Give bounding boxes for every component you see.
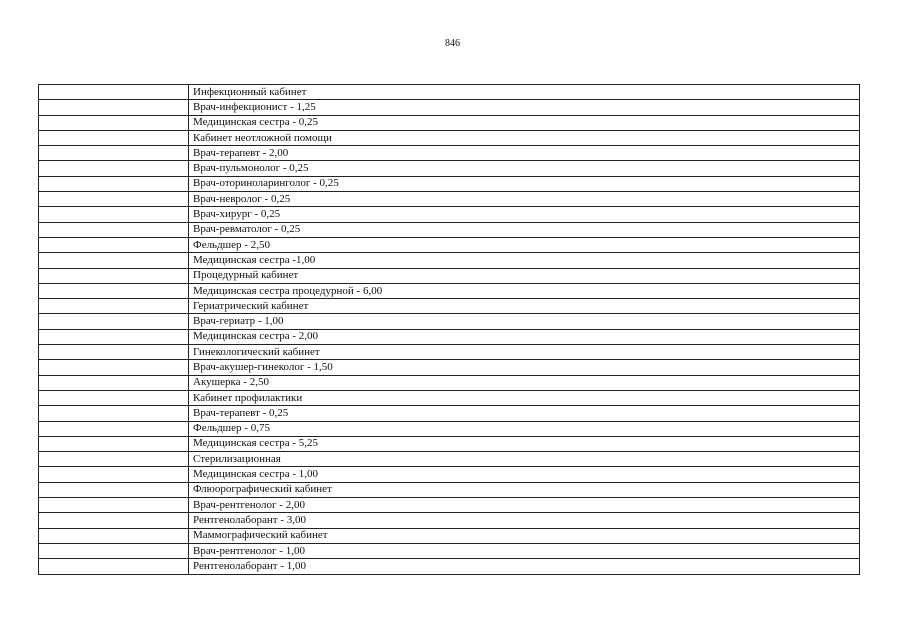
table-row [39,222,860,237]
row-entry-cell: Врач-пульмонолог - 0,25 [189,161,860,176]
row-entry-cell: Фельдшер - 2,50 [189,237,860,252]
table-row [39,513,860,528]
table-row [39,498,860,513]
row-entry-cell: Медицинская сестра -1,00 [189,253,860,268]
row-first-cell [39,467,189,482]
row-first-cell [39,452,189,467]
table-row [39,299,860,314]
row-first-cell [39,268,189,283]
row-first-cell [39,421,189,436]
row-first-cell [39,482,189,497]
row-entry-cell: Флюорографический кабинет [189,482,860,497]
table-row [39,161,860,176]
row-first-cell [39,161,189,176]
table-row [39,421,860,436]
table-row [39,100,860,115]
row-first-cell [39,360,189,375]
row-entry-cell: Врач-терапевт - 0,25 [189,406,860,421]
table-row [39,482,860,497]
table-row [39,283,860,298]
page-number: 846 [445,38,460,49]
row-entry-cell: Процедурный кабинет [189,268,860,283]
row-entry-cell: Врач-рентгенолог - 1,00 [189,543,860,558]
row-first-cell [39,237,189,252]
staffing-table [38,84,860,575]
row-entry-cell: Врач-оториноларинголог - 0,25 [189,176,860,191]
row-entry-cell: Кабинет неотложной помощи [189,130,860,145]
row-entry-cell: Акушерка - 2,50 [189,375,860,390]
row-first-cell [39,253,189,268]
table-row [39,528,860,543]
row-first-cell [39,498,189,513]
row-first-cell [39,513,189,528]
table-row [39,329,860,344]
row-first-cell [39,299,189,314]
table-row [39,436,860,451]
row-first-cell [39,192,189,207]
table-row [39,130,860,145]
row-entry-cell: Гериатрический кабинет [189,299,860,314]
row-entry-cell: Маммографический кабинет [189,528,860,543]
row-first-cell [39,222,189,237]
row-first-cell [39,528,189,543]
table-row [39,146,860,161]
table-row [39,253,860,268]
row-first-cell [39,390,189,405]
table-row [39,115,860,130]
table-row [39,467,860,482]
table-row [39,345,860,360]
row-entry-cell: Инфекционный кабинет [189,85,860,100]
row-first-cell [39,543,189,558]
row-first-cell [39,436,189,451]
row-first-cell [39,406,189,421]
row-first-cell [39,559,189,574]
table-row [39,314,860,329]
table-row [39,237,860,252]
row-first-cell [39,283,189,298]
table-row [39,268,860,283]
table-row [39,390,860,405]
row-entry-cell: Медицинская сестра - 0,25 [189,115,860,130]
table-row [39,559,860,574]
row-first-cell [39,115,189,130]
table-row [39,192,860,207]
row-first-cell [39,100,189,115]
row-entry-cell: Врач-гериатр - 1,00 [189,314,860,329]
table-row [39,85,860,100]
row-entry-cell: Рентгенолаборант - 3,00 [189,513,860,528]
row-entry-cell: Медицинская сестра - 5,25 [189,436,860,451]
table-row [39,375,860,390]
table-row [39,452,860,467]
table-row [39,360,860,375]
row-entry-cell: Медицинская сестра - 1,00 [189,467,860,482]
row-entry-cell: Врач-терапевт - 2,00 [189,146,860,161]
row-entry-cell: Врач-инфекционист - 1,25 [189,100,860,115]
row-entry-cell: Фельдшер - 0,75 [189,421,860,436]
row-entry-cell: Гинекологический кабинет [189,345,860,360]
table-body [39,85,860,575]
row-entry-cell: Врач-хирург - 0,25 [189,207,860,222]
row-first-cell [39,146,189,161]
row-first-cell [39,85,189,100]
table-row [39,207,860,222]
row-entry-cell: Врач-ревматолог - 0,25 [189,222,860,237]
row-first-cell [39,329,189,344]
row-first-cell [39,176,189,191]
row-entry-cell: Стерилизационная [189,452,860,467]
row-entry-cell: Медицинская сестра процедурной - 6,00 [189,283,860,298]
table-row [39,543,860,558]
row-first-cell [39,207,189,222]
table-row [39,406,860,421]
row-entry-cell: Врач-акушер-гинеколог - 1,50 [189,360,860,375]
row-entry-cell: Кабинет профилактики [189,390,860,405]
row-entry-cell: Врач-рентгенолог - 2,00 [189,498,860,513]
row-first-cell [39,130,189,145]
row-entry-cell: Медицинская сестра - 2,00 [189,329,860,344]
row-first-cell [39,345,189,360]
row-first-cell [39,375,189,390]
row-entry-cell: Врач-невролог - 0,25 [189,192,860,207]
table-row [39,176,860,191]
row-first-cell [39,314,189,329]
row-entry-cell: Рентгенолаборант - 1,00 [189,559,860,574]
